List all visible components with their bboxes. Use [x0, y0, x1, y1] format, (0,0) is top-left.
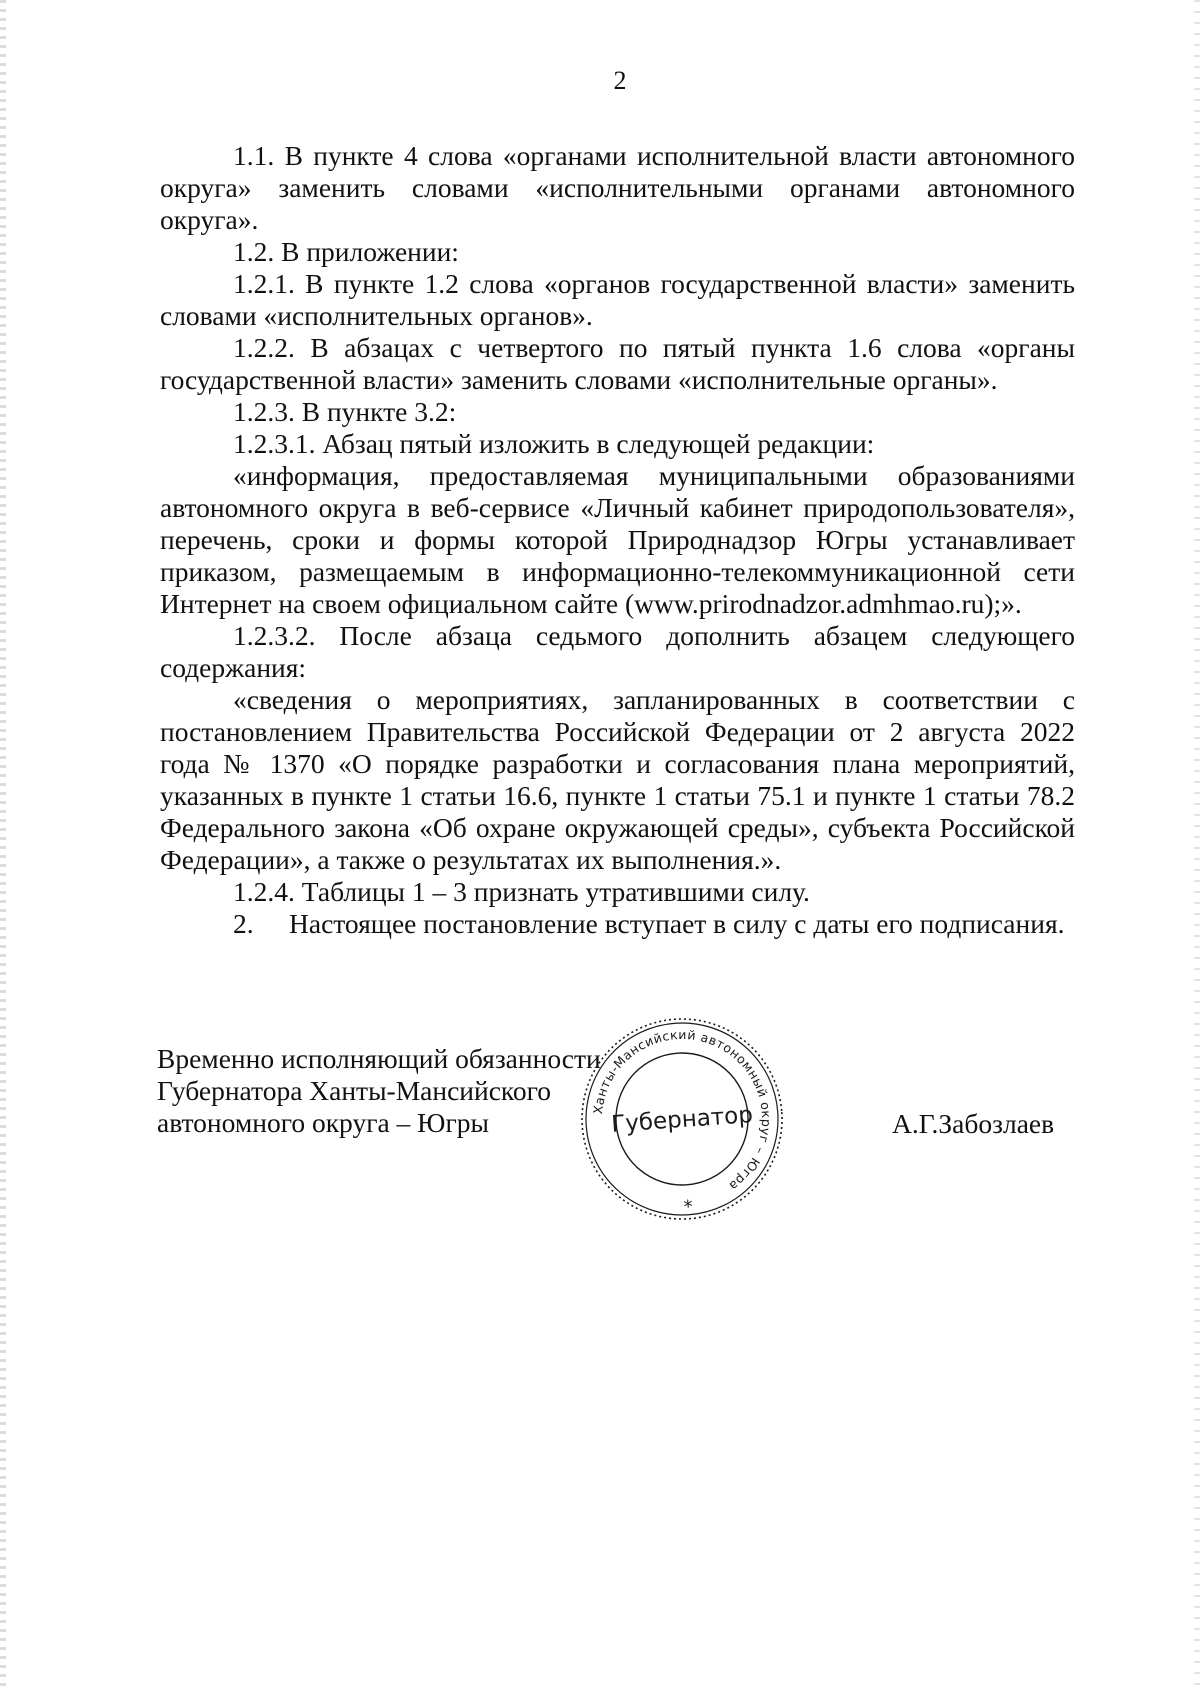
paragraph-2-number: 2.: [233, 908, 254, 939]
scan-edge-right: [1194, 0, 1200, 1686]
seal-graphic: [570, 1001, 795, 1237]
paragraph-1-2-4: 1.2.4. Таблицы 1 – 3 признать утратившими силу.: [233, 876, 810, 907]
signatory-position: [157, 1043, 601, 1139]
paragraph-2: [160, 908, 1075, 940]
document-body: [160, 140, 1075, 940]
signatory-position-line-1: Временно исполняющий обязанности: [157, 1043, 601, 1074]
paragraph-1-2-3-2: 1.2.3.2. После абзаца седьмого дополнить абзацем следующего содержания:: [160, 620, 1075, 683]
paragraph-2-text: Настоящее постановление вступает в силу с даты его подписания.: [289, 908, 1065, 939]
seal-star-icon: *: [682, 1196, 694, 1219]
signer-name: А.Г.Забозлаев: [892, 1108, 1055, 1139]
paragraph-1-2-3-1: 1.2.3.1. Абзац пятый изложить в следующей редакции:: [233, 428, 875, 459]
scan-edge-left: [0, 0, 6, 1686]
official-seal: [570, 1001, 795, 1237]
signatory-position-line-3: автономного округа – Югры: [157, 1107, 489, 1138]
seal-center-text: Губернатор: [610, 1102, 754, 1138]
paragraph-1-2-3: 1.2.3. В пункте 3.2:: [233, 396, 457, 427]
paragraph-1-1: 1.1. В пункте 4 слова «органами исполнительной власти автономного округа» заменить словами «исполнительными органами автономного округа».: [160, 140, 1075, 235]
page-number: 2: [613, 66, 627, 95]
quoted-paragraph-measures: «сведения о мероприятиях, запланированных в соответствии с постановлением Правительства Российской Федерации от 2 августа 2022 года № 1370 «О порядке разработки и согласования плана мероприятий, указанных в пункте 1 статьи 16.6, пункте 1 статьи 75.1 и пункте 1 статьи 78.2 Федерального закона «Об охране окружающей среды», субъекта Российской Федерации», а также о результатах их выполнения.».: [160, 684, 1075, 875]
seal-ring-text: Ханты-Мансийский автономный округ – Югра: [590, 1026, 775, 1195]
paragraph-1-2-1: 1.2.1. В пункте 1.2 слова «органов государственной власти» заменить словами «исполнительных органов».: [160, 268, 1075, 331]
paragraph-1-2-2: 1.2.2. В абзацах с четвертого по пятый пункта 1.6 слова «органы государственной власти» заменить словами «исполнительные органы».: [160, 332, 1075, 395]
quoted-paragraph-information: «информация, предоставляемая муниципальными образованиями автономного округа в веб-сервисе «Личный кабинет природопользователя», перечень, сроки и формы которой Природнадзор Югры устанавливает приказом, размещаемым в информационно-телекоммуникационной сети Интернет на своем официальном сайте (www.prirodnadzor.admhmao.ru);».: [160, 460, 1075, 619]
paragraph-1-2: 1.2. В приложении:: [233, 236, 459, 267]
signatory-position-line-2: Губернатора Ханты-Мансийского: [157, 1075, 551, 1106]
